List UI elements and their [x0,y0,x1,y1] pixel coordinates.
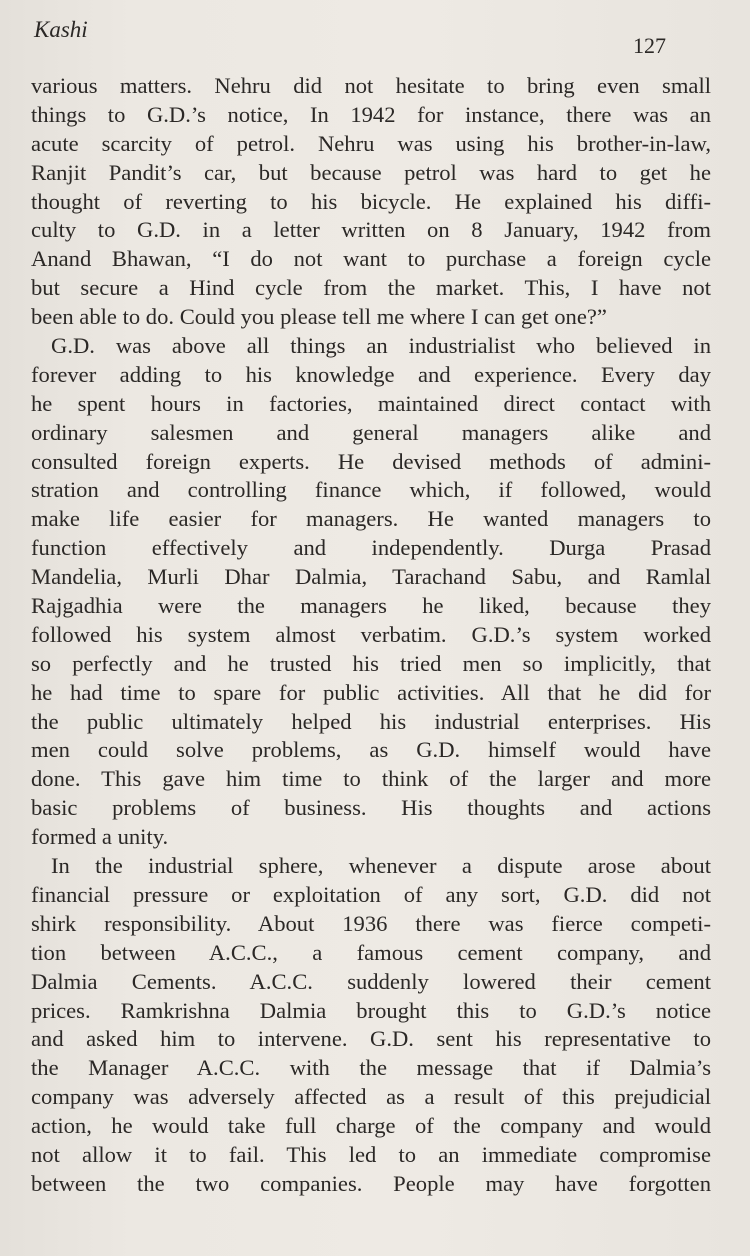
text-line: and asked him to intervene. G.D. sent his representative to [31,1026,711,1052]
text-line: consulted foreign experts. He devised methods of admini- [31,448,711,474]
text-line: but secure a Hind cycle from the market. This, I have not [31,275,711,301]
text-line: financial pressure or exploitation of any sort, G.D. did not [31,881,711,907]
page-number: 127 [633,33,666,58]
text-line: ordinary salesmen and general managers alike and [31,419,711,445]
text-line: the public ultimately helped his industrial enterprises. His [31,708,711,734]
text-line: Mandelia, Murli Dhar Dalmia, Tarachand Sabu, and Ramlal [31,564,711,590]
paragraph-2 [31,332,711,852]
text-line: In the industrial sphere, whenever a dispute arose about [51,853,711,879]
text-line: formed a unity. [31,824,169,850]
text-line: stration and controlling finance which, if followed, would [31,477,711,503]
text-line: various matters. Nehru did not hesitate to bring even small [31,73,711,98]
text-line: make life easier for managers. He wanted managers to [31,506,711,532]
text-line: things to G.D.’s notice, In 1942 for instance, there was an [31,101,711,127]
text-line: shirk responsibility. About 1936 there was fierce competi- [31,910,711,936]
text-line: between the two companies. People may have forgotten [31,1170,711,1196]
text-line: acute scarcity of petrol. Nehru was using his brother-in-law, [31,130,711,156]
text-line: followed his system almost verbatim. G.D.’s system worked [31,621,711,647]
text-line: Rajgadhia were the managers he liked, because they [31,593,711,619]
text-line: he had time to spare for public activities. All that he did for [31,679,711,705]
text-line: G.D. was above all things an industrialist who believed in [51,333,711,359]
text-line: been able to do. Could you please tell me where I can get one?” [31,304,607,330]
text-line: thought of reverting to his bicycle. He explained his diffi- [31,188,711,214]
text-line: company was adversely affected as a result of this prejudicial [31,1084,711,1110]
text-line: basic problems of business. His thoughts and actions [31,795,711,821]
page-header [0,0,750,70]
text-line: Anand Bhawan, “I do not want to purchase a foreign cycle [31,246,711,272]
text-line: Ranjit Pandit’s car, but because petrol was hard to get he [31,159,711,185]
running-head: Kashi [34,17,88,42]
text-line: men could solve problems, as G.D. himself would have [31,737,711,763]
text-line: done. This gave him time to think of the larger and more [31,766,711,792]
text-line: function effectively and independently. Durga Prasad [31,535,711,561]
text-line: forever adding to his knowledge and experience. Every day [31,361,711,387]
text-line: not allow it to fail. This led to an immediate compromise [31,1141,711,1167]
text-line: he spent hours in factories, maintained direct contact with [31,390,711,416]
text-line: Dalmia Cements. A.C.C. suddenly lowered their cement [31,968,711,994]
paragraph-1 [31,72,711,332]
text-line: the Manager A.C.C. with the message that if Dalmia’s [31,1055,711,1081]
body-text [31,72,711,1199]
text-line: tion between A.C.C., a famous cement company, and [31,939,711,965]
text-line: culty to G.D. in a letter written on 8 January, 1942 from [31,217,711,243]
text-line: prices. Ramkrishna Dalmia brought this to G.D.’s notice [31,997,711,1023]
paragraph-3 [31,852,711,1199]
text-line: so perfectly and he trusted his tried men so implicitly, that [31,650,711,676]
text-line: action, he would take full charge of the company and would [31,1113,711,1139]
